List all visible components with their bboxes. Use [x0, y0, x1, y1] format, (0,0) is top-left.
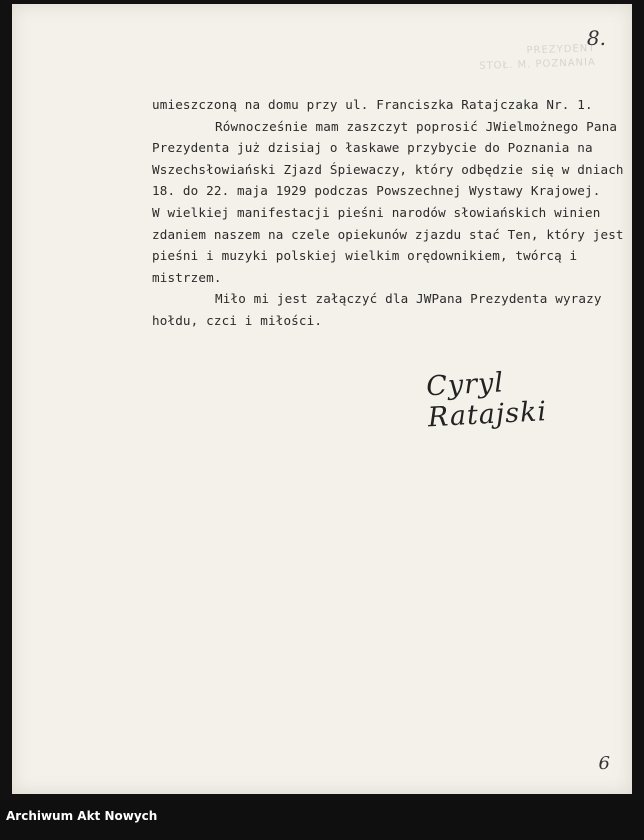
- stamp-line-1: PREZYDENT: [526, 42, 596, 57]
- corner-mark: 6: [598, 753, 610, 774]
- letter-line: Równocześnie mam zaszczyt poprosić JWielmożnego Pana: [215, 118, 618, 134]
- handwritten-signature: Cyryl Ratajski: [425, 367, 548, 434]
- letter-line: zdaniem naszem na czele opiekunów zjazdu stać Ten, który jest: [152, 226, 624, 242]
- letter-line: mistrzem.: [152, 269, 222, 285]
- page-number: 8.: [586, 26, 606, 50]
- letter-line: W wielkiej manifestacji pieśni narodów słowiańskich winien: [152, 204, 601, 220]
- letter-line: umieszczoną na domu przy ul. Franciszka Ratajczaka Nr. 1.: [152, 97, 593, 112]
- letter-line: hołdu, czci i miłości.: [152, 312, 323, 328]
- stamp-line-2: STOŁ. M. POZNANIA: [479, 56, 597, 73]
- letter-line: Wszechsłowiański Zjazd Śpiewaczy, który odbędzie się w dniach: [152, 161, 624, 177]
- letter-line: Prezydenta już dzisiaj o łaskawe przybycie do Poznania na: [152, 140, 593, 156]
- letter-line: 18. do 22. maja 1929 podczas Powszechnej Wystawy Krajowej.: [152, 183, 601, 199]
- letter-body: [152, 94, 632, 332]
- archive-footer: [0, 800, 644, 840]
- document-page: [12, 4, 632, 794]
- archive-name: Archiwum Akt Nowych: [6, 809, 158, 823]
- faint-stamp: [479, 42, 597, 74]
- letter-line: pieśni i muzyki polskiej wielkim orędownikiem, twórcą i: [152, 248, 578, 264]
- letter-line: Miło mi jest załączyć dla JWPana Prezydenta wyrazy: [215, 291, 602, 307]
